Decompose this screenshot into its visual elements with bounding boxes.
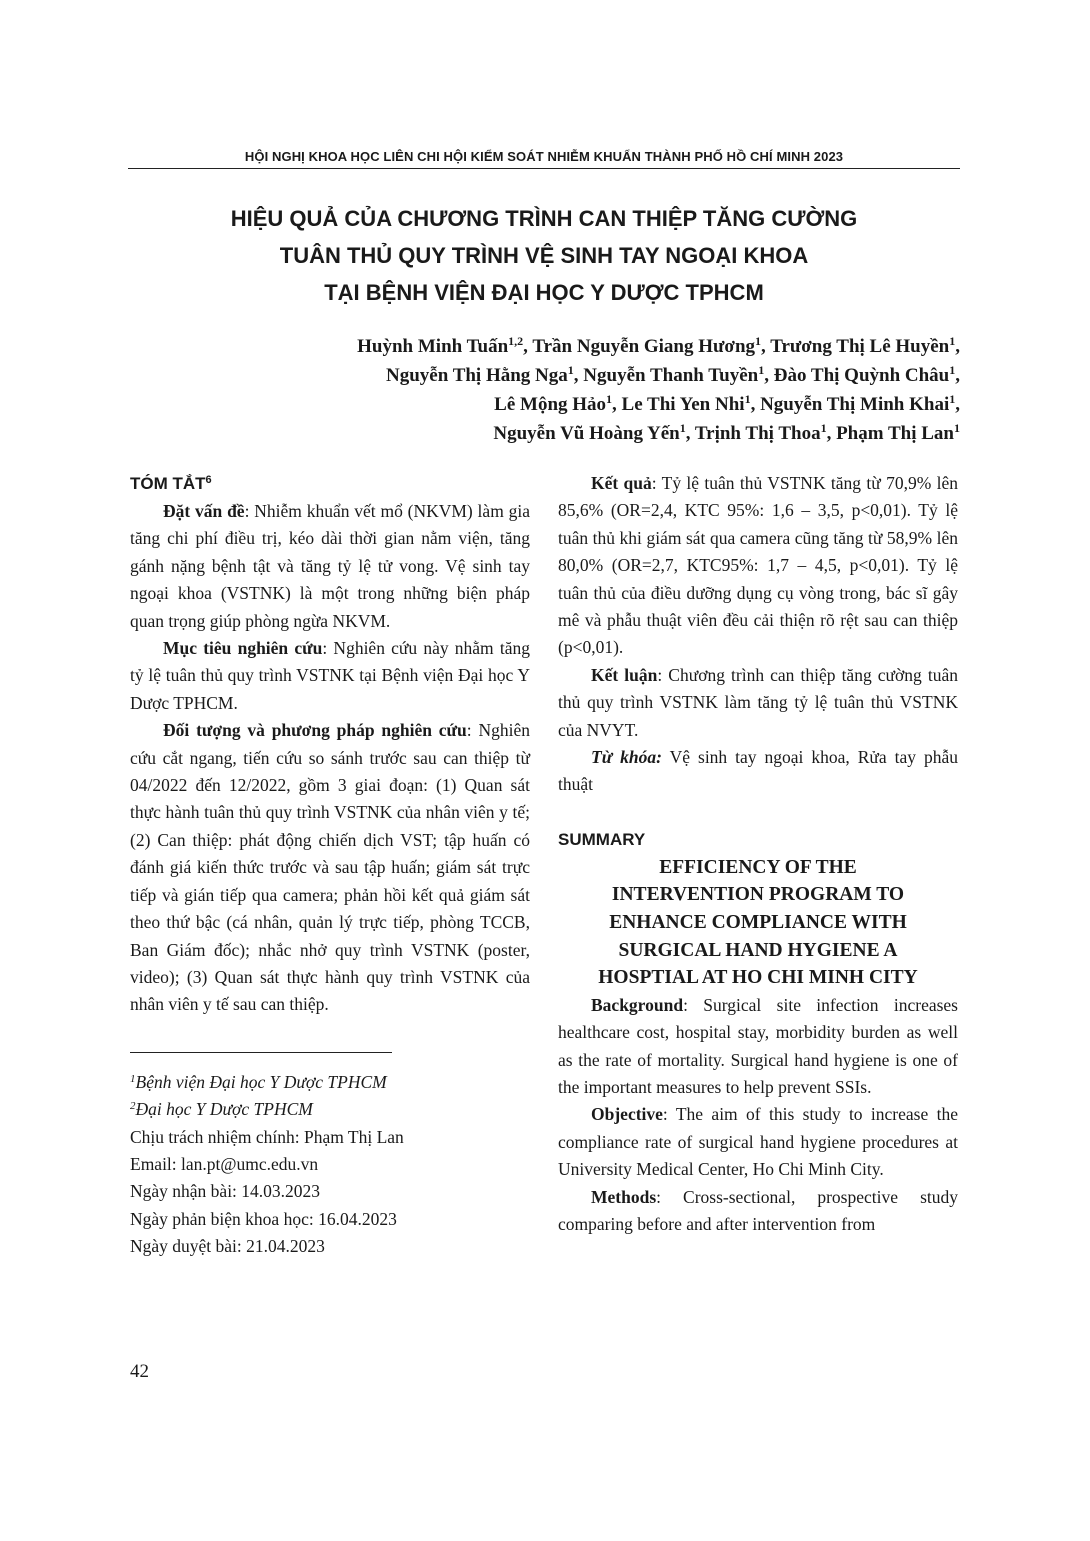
header-rule — [128, 168, 960, 169]
paragraph-label: Methods — [591, 1186, 657, 1207]
author-affiliation: 1 — [758, 363, 765, 377]
tom-tat-heading — [130, 470, 530, 497]
footnote-responsible: Chịu trách nhiệm chính: Phạm Thị Lan — [130, 1126, 404, 1147]
paragraph-text: : Nghiên cứu này nhằm tăng tỷ lệ tuân thủ quy trình VSTNK tại Bệnh viện Đại học Y Dược TPHCM. — [130, 638, 530, 713]
page-number: 42 — [130, 1361, 149, 1382]
paragraph-objective — [558, 1101, 958, 1183]
footnote-affiliation-1 — [130, 1069, 530, 1096]
heading-text: TÓM TẮT — [130, 474, 206, 493]
author-name: Nguyễn Vũ Hoàng Yến — [493, 423, 680, 444]
summary-title-line: SURGICAL HAND HYGIENE A — [618, 939, 898, 961]
paragraph-label: Kết quả — [591, 473, 652, 493]
paragraph-ket-luan — [558, 662, 958, 744]
article-title — [128, 200, 960, 311]
paragraph-text: : Nghiên cứu cắt ngang, tiến cứu so sánh trước sau can thiệp từ 04/2022 đến 12/2022, gồm 3 giai đoạn: (1) Quan sát thực hành tuân thủ quy trình VSTNK của nhân viên y tế; (2) Can thiệp: phát động chiến dịch VST; tập huấn có đánh giá kiến thức trước và sau tập huấn; giám sát trực tiếp và gián tiếp qua camera; phản hồi kết quả giám sát theo thứ bậc (cá nhân, quản lý trực tiếp, phòng TCCB, Ban Giám đốc); nhắc nhở quy trình VSTNK (poster, video); (3) Quan sát thực hành quy trình VSTNK của nhân viên y tế sau can thiệp. — [130, 720, 530, 1015]
author-affiliation: 1 — [949, 363, 956, 377]
author-name: , Đào Thị Quỳnh Châu — [764, 365, 950, 386]
summary-title-line: EFFICIENCY OF THE — [659, 856, 857, 878]
paragraph-muc-tieu — [130, 635, 530, 717]
footnote-affiliation-2 — [130, 1096, 530, 1123]
author-name: , Phạm Thị Lan — [826, 423, 954, 444]
paragraph-label: Objective — [591, 1104, 663, 1125]
author-affiliation: 1 — [949, 334, 956, 348]
paragraph-doi-tuong — [130, 717, 530, 1018]
author-affiliation: 1 — [606, 392, 613, 406]
paragraph-text: : Nhiễm khuẩn vết mổ (NKVM) làm gia tăng chi phí điều trị, kéo dài thời gian nằm viện, tăng gánh nặng bệnh tật và tăng tỷ lệ tử vong. Vệ sinh tay ngoại khoa (VSTNK) là một trong những biện pháp quan trọng giúp phòng ngừa NKVM. — [130, 501, 530, 631]
author-affiliation: 1 — [954, 421, 960, 435]
author-separator: , — [955, 394, 960, 415]
paragraph-label: Từ khóa: — [591, 747, 662, 768]
paragraph-tu-khoa — [558, 744, 958, 799]
footnote-text: Bệnh viện Đại học Y Dược TPHCM — [135, 1071, 387, 1092]
summary-title-line: INTERVENTION PROGRAM TO — [611, 884, 905, 906]
author-name: Lê Mộng Hảo — [494, 394, 607, 415]
author-name: , Trương Thị Lê Huyền — [761, 336, 950, 357]
paragraph-text: : Surgical site infection increases healthcare cost, hospital stay, morbidity burden as well as the rate of mortality. Surgical hand hygiene is one of the important measures to help prevent SSIs. — [558, 994, 958, 1098]
footnote-reviewed: Ngày phản biện khoa học: 16.04.2023 — [130, 1208, 397, 1229]
author-line — [357, 332, 960, 361]
author-name: , Le Thi Yen Nhi — [612, 394, 745, 415]
footnote-rule — [130, 1052, 392, 1053]
author-affiliation: 1 — [567, 363, 574, 377]
footnote-accepted: Ngày duyệt bài: 21.04.2023 — [130, 1236, 325, 1257]
author-affiliation: 1 — [755, 334, 762, 348]
title-line: TUÂN THỦ QUY TRÌNH VỆ SINH TAY NGOẠI KHOA — [279, 243, 809, 268]
paragraph-text: : Chương trình can thiệp tăng cường tuân thủ quy trình VSTNK làm tăng tỷ lệ tuân thủ VSTNK của NVYT. — [558, 664, 958, 740]
paragraph-label: Đối tượng và phương pháp nghiên cứu — [163, 720, 467, 741]
author-name: Huỳnh Minh Tuấn — [357, 336, 509, 357]
author-affiliation: 1 — [744, 392, 751, 406]
left-column — [130, 470, 530, 1261]
author-affiliation: 1 — [949, 392, 956, 406]
paragraph-label: Kết luận — [591, 664, 658, 685]
summary-title-line: ENHANCE COMPLIANCE WITH — [609, 912, 907, 934]
author-name: Nguyễn Thị Hằng Nga — [386, 365, 568, 386]
author-line — [357, 390, 960, 419]
footnote-text: Đại học Y Dược TPHCM — [135, 1099, 313, 1120]
paragraph-text: : Cross-sectional, prospective study comparing before and after intervention from — [558, 1186, 958, 1235]
author-name: , Nguyễn Thanh Tuyền — [573, 365, 759, 386]
author-separator: , — [955, 365, 960, 386]
author-name: , Nguyễn Thị Minh Khai — [750, 394, 950, 415]
heading-footnote-mark: 6 — [205, 474, 212, 486]
author-separator: , — [955, 336, 960, 357]
author-list — [357, 332, 960, 448]
paragraph-dat-van-de — [130, 498, 530, 635]
author-affiliation: 1,2 — [508, 334, 524, 348]
paragraph-text: : Tỷ lệ tuân thủ VSTNK tăng từ 70,9% lên 85,6% (OR=2,4, KTC 95%: 1,6 – 3,5, p<0,01). Tỷ lệ tuân thủ khi giám sát qua camera cũng tăng từ 58,9% lên 80,0% (OR=2,7, KTC95%: 1,7 – 4,5, p<0,01). Tỷ lệ tuân thủ của điều dưỡng dụng cụ vòng trong, bác sĩ gây mê và phẫu thuật viên đều cải thiện rõ rệt sau can thiệp (p<0,01). — [558, 473, 958, 658]
footnote-email: Email: lan.pt@umc.edu.vn — [130, 1153, 319, 1174]
right-column — [558, 470, 958, 1239]
footnote-mark: 2 — [130, 1100, 136, 1113]
summary-title — [558, 854, 958, 992]
title-line: TẠI BỆNH VIỆN ĐẠI HỌC Y DƯỢC TPHCM — [324, 280, 764, 305]
paragraph-label: Đặt vấn đề — [163, 501, 245, 521]
paragraph-ket-qua — [558, 470, 958, 662]
paragraph-text: : The aim of this study to increase the compliance rate of surgical hand hygiene procedures at University Medical Center, Ho Chi Minh City. — [558, 1104, 958, 1180]
summary-title-line: HOSPTIAL AT HO CHI MINH CITY — [598, 967, 918, 989]
paragraph-label: Mục tiêu nghiên cứu — [163, 638, 323, 659]
paragraph-methods — [558, 1184, 958, 1239]
footnote-received: Ngày nhận bài: 14.03.2023 — [130, 1181, 321, 1202]
paragraph-label: Background — [591, 994, 684, 1015]
author-line — [357, 361, 960, 390]
summary-heading: SUMMARY — [558, 829, 646, 849]
paragraph-background — [558, 992, 958, 1102]
author-name: , Trần Nguyễn Giang Hương — [523, 336, 756, 357]
running-header: HỘI NGHỊ KHOA HỌC LIÊN CHI HỘI KIỂM SOÁT NHIỄM KHUẨN THÀNH PHỐ HỒ CHÍ MINH 2023 — [244, 149, 844, 164]
title-line: HIỆU QUẢ CỦA CHƯƠNG TRÌNH CAN THIỆP TĂNG CƯỜNG — [230, 206, 858, 231]
author-affiliation: 1 — [679, 421, 686, 435]
footnote-mark: 1 — [130, 1072, 136, 1085]
author-line — [357, 419, 960, 448]
author-name: , Trịnh Thị Thoa — [685, 423, 821, 444]
author-affiliation: 1 — [820, 421, 827, 435]
paragraph-text: Vệ sinh tay ngoại khoa, Rửa tay phẫu thuật — [558, 747, 958, 795]
